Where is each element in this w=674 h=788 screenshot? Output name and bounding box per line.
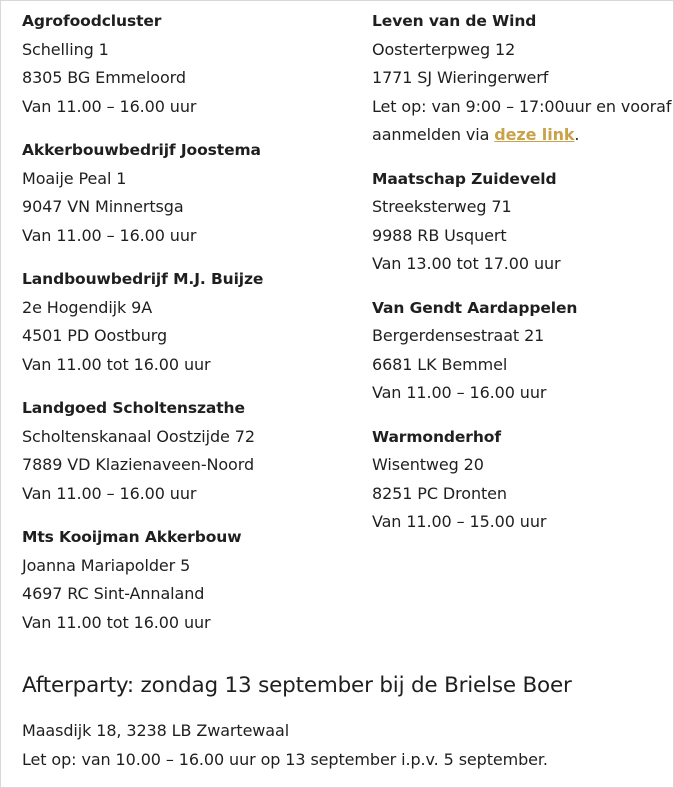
location-address: Wisentweg 20 (372, 455, 484, 474)
location-entry (372, 165, 672, 279)
afterparty-section (22, 669, 662, 774)
location-hours: Van 13.00 tot 17.00 uur (372, 254, 561, 273)
registration-link[interactable]: deze link (494, 125, 575, 144)
location-entry (22, 394, 352, 508)
location-postal: 1771 SJ Wieringerwerf (372, 68, 549, 87)
location-postal: 8305 BG Emmeloord (22, 68, 186, 87)
location-postal: 4501 PD Oostburg (22, 326, 168, 345)
location-hours: Van 11.00 – 15.00 uur (372, 512, 547, 531)
location-name: Maatschap Zuideveld (372, 169, 557, 188)
location-entry (22, 7, 352, 121)
location-entry (372, 294, 672, 408)
location-entry (22, 523, 352, 637)
location-postal: 4697 RC Sint-Annaland (22, 584, 205, 603)
location-name: Akkerbouwbedrijf Joostema (22, 141, 261, 159)
location-hours: Van 11.00 tot 16.00 uur (22, 612, 211, 632)
location-address: Scholtenskanaal Oostzijde 72 (22, 426, 255, 446)
location-name: Van Gendt Aardappelen (372, 298, 578, 317)
location-address: Moaije Peal 1 (22, 168, 127, 188)
location-name: Landbouwbedrijf M.J. Buijze (22, 270, 264, 288)
location-address: Joanna Mariapolder 5 (22, 555, 191, 575)
location-address: 2e Hogendijk 9A (22, 297, 153, 317)
location-address: Streeksterweg 71 (372, 197, 512, 216)
location-note: Let op: van 9:00 – 17:00uur en vooraf (372, 96, 672, 116)
location-hours: Van 11.00 tot 16.00 uur (22, 354, 211, 374)
location-address: Oosterterpweg 12 (372, 39, 516, 59)
location-entry (22, 265, 352, 379)
location-name: Agrofoodcluster (22, 12, 162, 30)
location-postal: 9047 VN Minnertsga (22, 197, 184, 216)
location-postal: 7889 VD Klazienaveen-Noord (22, 455, 255, 474)
right-column (372, 7, 672, 552)
location-name: Mts Kooijman Akkerbouw (22, 528, 242, 546)
note-suffix: . (574, 125, 580, 144)
location-entry (372, 7, 672, 150)
location-hours: Van 11.00 – 16.00 uur (22, 225, 197, 245)
afterparty-heading: Afterparty: zondag 13 september bij de Brielse Boer (22, 673, 572, 698)
location-address: Bergerdensestraat 21 (372, 326, 545, 345)
location-name: Landgoed Scholtenszathe (22, 399, 245, 417)
location-entry (372, 423, 672, 537)
location-postal: 8251 PC Dronten (372, 483, 507, 503)
location-postal: 6681 LK Bemmel (372, 354, 508, 374)
location-hours: Van 11.00 – 16.00 uur (22, 96, 197, 116)
location-entry (22, 136, 352, 250)
location-note-link-line (372, 121, 672, 150)
afterparty-address: Maasdijk 18, 3238 LB Zwartewaal (22, 721, 290, 740)
location-name: Leven van de Wind (372, 12, 537, 30)
location-address: Schelling 1 (22, 39, 109, 59)
afterparty-note: Let op: van 10.00 – 16.00 uur op 13 september i.p.v. 5 september. (22, 749, 548, 769)
location-hours: Van 11.00 – 16.00 uur (372, 383, 547, 402)
location-postal: 9988 RB Usquert (372, 225, 507, 245)
left-column (22, 7, 352, 652)
location-hours: Van 11.00 – 16.00 uur (22, 483, 197, 503)
note-prefix: aanmelden via (372, 125, 495, 144)
location-name: Warmonderhof (372, 427, 501, 446)
